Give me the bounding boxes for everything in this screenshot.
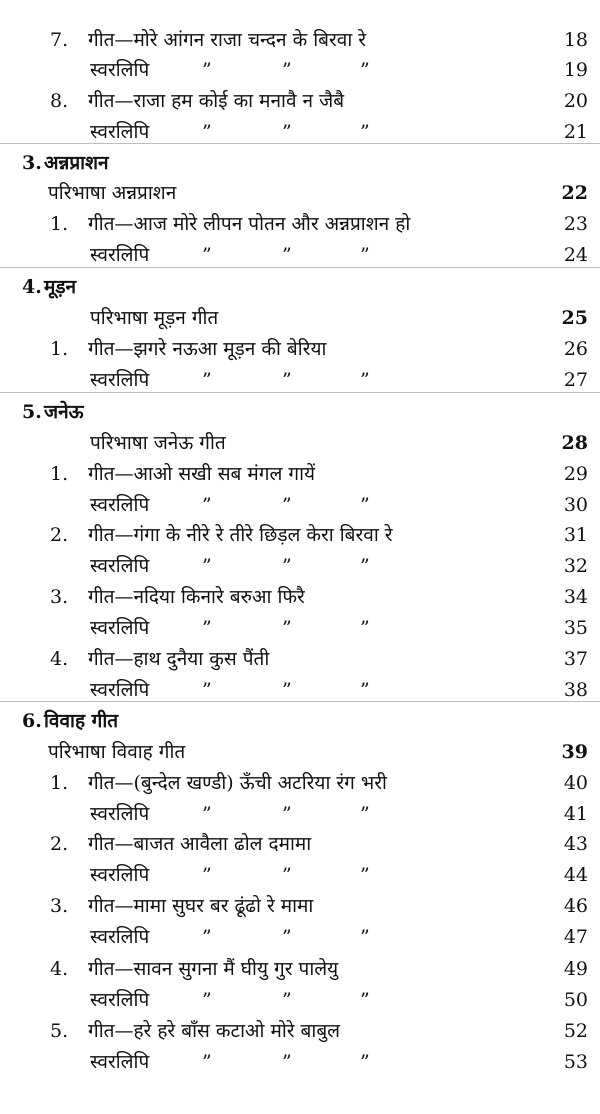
ditto-mark: ”: [282, 494, 292, 516]
notation-label: स्वरलिपि: [90, 121, 150, 143]
page-number: 53: [563, 1051, 588, 1073]
ditto-mark: ”: [360, 494, 370, 516]
ditto-mark: ”: [360, 617, 370, 639]
ditto-mark: ”: [202, 244, 212, 266]
page-number: 20: [563, 90, 588, 112]
section-heading: [0, 397, 600, 427]
section-heading: [0, 272, 600, 302]
entry-title: गीत—आज मोरे लीपन पोतन और अन्नप्राशन हो: [88, 213, 411, 235]
ditto-mark: ”: [360, 989, 370, 1011]
ditto-mark: ”: [282, 59, 292, 81]
section-divider: [0, 392, 600, 393]
section-heading: [0, 148, 600, 178]
page-number: 47: [563, 926, 588, 948]
entry-title: गीत—सावन सुगना मैं घीयु गुर पालेयु: [88, 958, 339, 980]
entry-number: 2.: [50, 833, 69, 855]
entry-title: गीत—झगरे नऊआ मूड़न की बेरिया: [88, 338, 327, 360]
ditto-mark: ”: [202, 121, 212, 143]
entry-title: गीत—नदिया किनारे बरुआ फिरै: [88, 586, 305, 608]
ditto-mark: ”: [202, 494, 212, 516]
ditto-mark: ”: [282, 926, 292, 948]
section-heading: [0, 706, 600, 736]
page-number: 44: [563, 864, 588, 886]
entry-number: 2.: [50, 524, 69, 546]
page-number: 18: [563, 29, 588, 51]
ditto-mark: ”: [360, 926, 370, 948]
section-number: 4.: [22, 276, 42, 298]
ditto-mark: ”: [360, 59, 370, 81]
notation-label: स्वरलिपि: [90, 494, 150, 516]
ditto-mark: ”: [202, 617, 212, 639]
ditto-mark: ”: [360, 555, 370, 577]
entry-number: 3.: [50, 586, 69, 608]
notation-label: स्वरलिपि: [90, 59, 150, 81]
toc-row: [0, 1047, 600, 1077]
ditto-mark: ”: [202, 1051, 212, 1073]
section-number: 3.: [22, 152, 42, 174]
entry-title: गीत—राजा हम कोई का मनावै न जैबै: [88, 90, 345, 112]
toc-row: [0, 303, 600, 333]
ditto-mark: ”: [282, 1051, 292, 1073]
definition-title: परिभाषा अन्नप्राशन: [48, 182, 177, 204]
entry-number: 4.: [50, 648, 69, 670]
section-number: 6.: [22, 710, 42, 732]
toc-row: [0, 891, 600, 921]
ditto-mark: ”: [360, 679, 370, 701]
notation-label: स्वरलिपि: [90, 369, 150, 391]
page-number: 49: [563, 958, 588, 980]
page-number: 30: [563, 494, 588, 516]
ditto-mark: ”: [360, 1051, 370, 1073]
toc-row: [0, 644, 600, 674]
definition-title: परिभाषा मूड़न गीत: [90, 307, 219, 329]
entry-title: गीत—हरे हरे बाँस कटाओ मोरे बाबुल: [88, 1020, 341, 1042]
toc-row: [0, 551, 600, 581]
entry-number: 7.: [50, 29, 69, 51]
ditto-mark: ”: [202, 926, 212, 948]
page-number: 19: [563, 59, 588, 81]
toc-row: [0, 86, 600, 116]
section-title: मूड़न: [44, 276, 77, 298]
ditto-mark: ”: [360, 244, 370, 266]
toc-row: [0, 490, 600, 520]
page-number: 40: [563, 772, 588, 794]
entry-title: गीत—मोरे आंगन राजा चन्दन के बिरवा रे: [88, 29, 367, 51]
notation-label: स्वरलिपि: [90, 803, 150, 825]
notation-label: स्वरलिपि: [90, 926, 150, 948]
ditto-mark: ”: [282, 679, 292, 701]
toc-row: [0, 768, 600, 798]
page-number: 34: [563, 586, 588, 608]
ditto-mark: ”: [282, 121, 292, 143]
page-number: 28: [561, 432, 588, 454]
toc-row: [0, 209, 600, 239]
notation-label: स्वरलिपि: [90, 864, 150, 886]
page-number: 50: [563, 989, 588, 1011]
entry-number: 1.: [50, 213, 69, 235]
ditto-mark: ”: [360, 864, 370, 886]
ditto-mark: ”: [360, 369, 370, 391]
ditto-mark: ”: [202, 803, 212, 825]
ditto-mark: ”: [202, 989, 212, 1011]
page-number: 35: [563, 617, 588, 639]
toc-row: [0, 428, 600, 458]
ditto-mark: ”: [282, 803, 292, 825]
entry-title: गीत—गंगा के नीरे रे तीरे छिड़ल केरा बिरवा रे: [88, 524, 393, 546]
ditto-mark: ”: [202, 864, 212, 886]
ditto-mark: ”: [202, 369, 212, 391]
notation-label: स्वरलिपि: [90, 244, 150, 266]
entry-number: 1.: [50, 772, 69, 794]
page-number: 26: [563, 338, 588, 360]
ditto-mark: ”: [282, 555, 292, 577]
entry-number: 5.: [50, 1020, 69, 1042]
ditto-mark: ”: [360, 803, 370, 825]
toc-row: [0, 799, 600, 829]
entry-title: गीत—हाथ दुनैया कुस पैंती: [88, 648, 270, 670]
toc-row: [0, 613, 600, 643]
page-number: 31: [563, 524, 588, 546]
toc-row: [0, 1016, 600, 1046]
entry-number: 8.: [50, 90, 69, 112]
page-number: 27: [563, 369, 588, 391]
page-number: 23: [563, 213, 588, 235]
definition-title: परिभाषा विवाह गीत: [48, 741, 186, 763]
ditto-mark: ”: [360, 121, 370, 143]
toc-row: [0, 459, 600, 489]
toc-row: [0, 178, 600, 208]
section-divider: [0, 267, 600, 268]
toc-row: [0, 25, 600, 55]
section-title: अन्नप्राशन: [44, 152, 109, 174]
page-number: 32: [563, 555, 588, 577]
ditto-mark: ”: [202, 59, 212, 81]
page-number: 43: [563, 833, 588, 855]
page-number: 46: [563, 895, 588, 917]
page-number: 24: [563, 244, 588, 266]
entry-title: गीत—बाजत आवैला ढोल दमामा: [88, 833, 312, 855]
definition-title: परिभाषा जनेऊ गीत: [90, 432, 226, 454]
toc-row: [0, 334, 600, 364]
toc-row: [0, 55, 600, 85]
ditto-mark: ”: [282, 989, 292, 1011]
toc-row: [0, 985, 600, 1015]
toc-row: [0, 737, 600, 767]
page-number: 25: [561, 307, 588, 329]
entry-title: गीत—आओ सखी सब मंगल गायें: [88, 463, 316, 485]
ditto-mark: ”: [282, 244, 292, 266]
ditto-mark: ”: [202, 679, 212, 701]
ditto-mark: ”: [282, 864, 292, 886]
page-number: 52: [563, 1020, 588, 1042]
notation-label: स्वरलिपि: [90, 1051, 150, 1073]
toc-row: [0, 860, 600, 890]
notation-label: स्वरलिपि: [90, 555, 150, 577]
notation-label: स्वरलिपि: [90, 679, 150, 701]
ditto-mark: ”: [282, 369, 292, 391]
entry-number: 1.: [50, 463, 69, 485]
entry-number: 3.: [50, 895, 69, 917]
page-number: 38: [563, 679, 588, 701]
page-number: 37: [563, 648, 588, 670]
entry-number: 4.: [50, 958, 69, 980]
toc-row: [0, 240, 600, 270]
toc-row: [0, 520, 600, 550]
page-number: 41: [563, 803, 588, 825]
notation-label: स्वरलिपि: [90, 989, 150, 1011]
page-number: 29: [563, 463, 588, 485]
toc-row: [0, 365, 600, 395]
notation-label: स्वरलिपि: [90, 617, 150, 639]
toc-row: [0, 829, 600, 859]
section-divider: [0, 701, 600, 702]
page-number: 39: [561, 741, 588, 763]
section-title: विवाह गीत: [44, 710, 119, 732]
toc-row: [0, 922, 600, 952]
section-divider: [0, 143, 600, 144]
entry-title: गीत—मामा सुघर बर ढूंढो रे मामा: [88, 895, 314, 917]
entry-title: गीत—(बुन्देल खण्डी) ऊँची अटरिया रंग भरी: [88, 772, 387, 794]
section-number: 5.: [22, 401, 42, 423]
toc-row: [0, 582, 600, 612]
page-number: 21: [563, 121, 588, 143]
ditto-mark: ”: [282, 617, 292, 639]
toc-row: [0, 954, 600, 984]
page-number: 22: [561, 182, 588, 204]
ditto-mark: ”: [202, 555, 212, 577]
entry-number: 1.: [50, 338, 69, 360]
section-title: जनेऊ: [44, 401, 84, 423]
